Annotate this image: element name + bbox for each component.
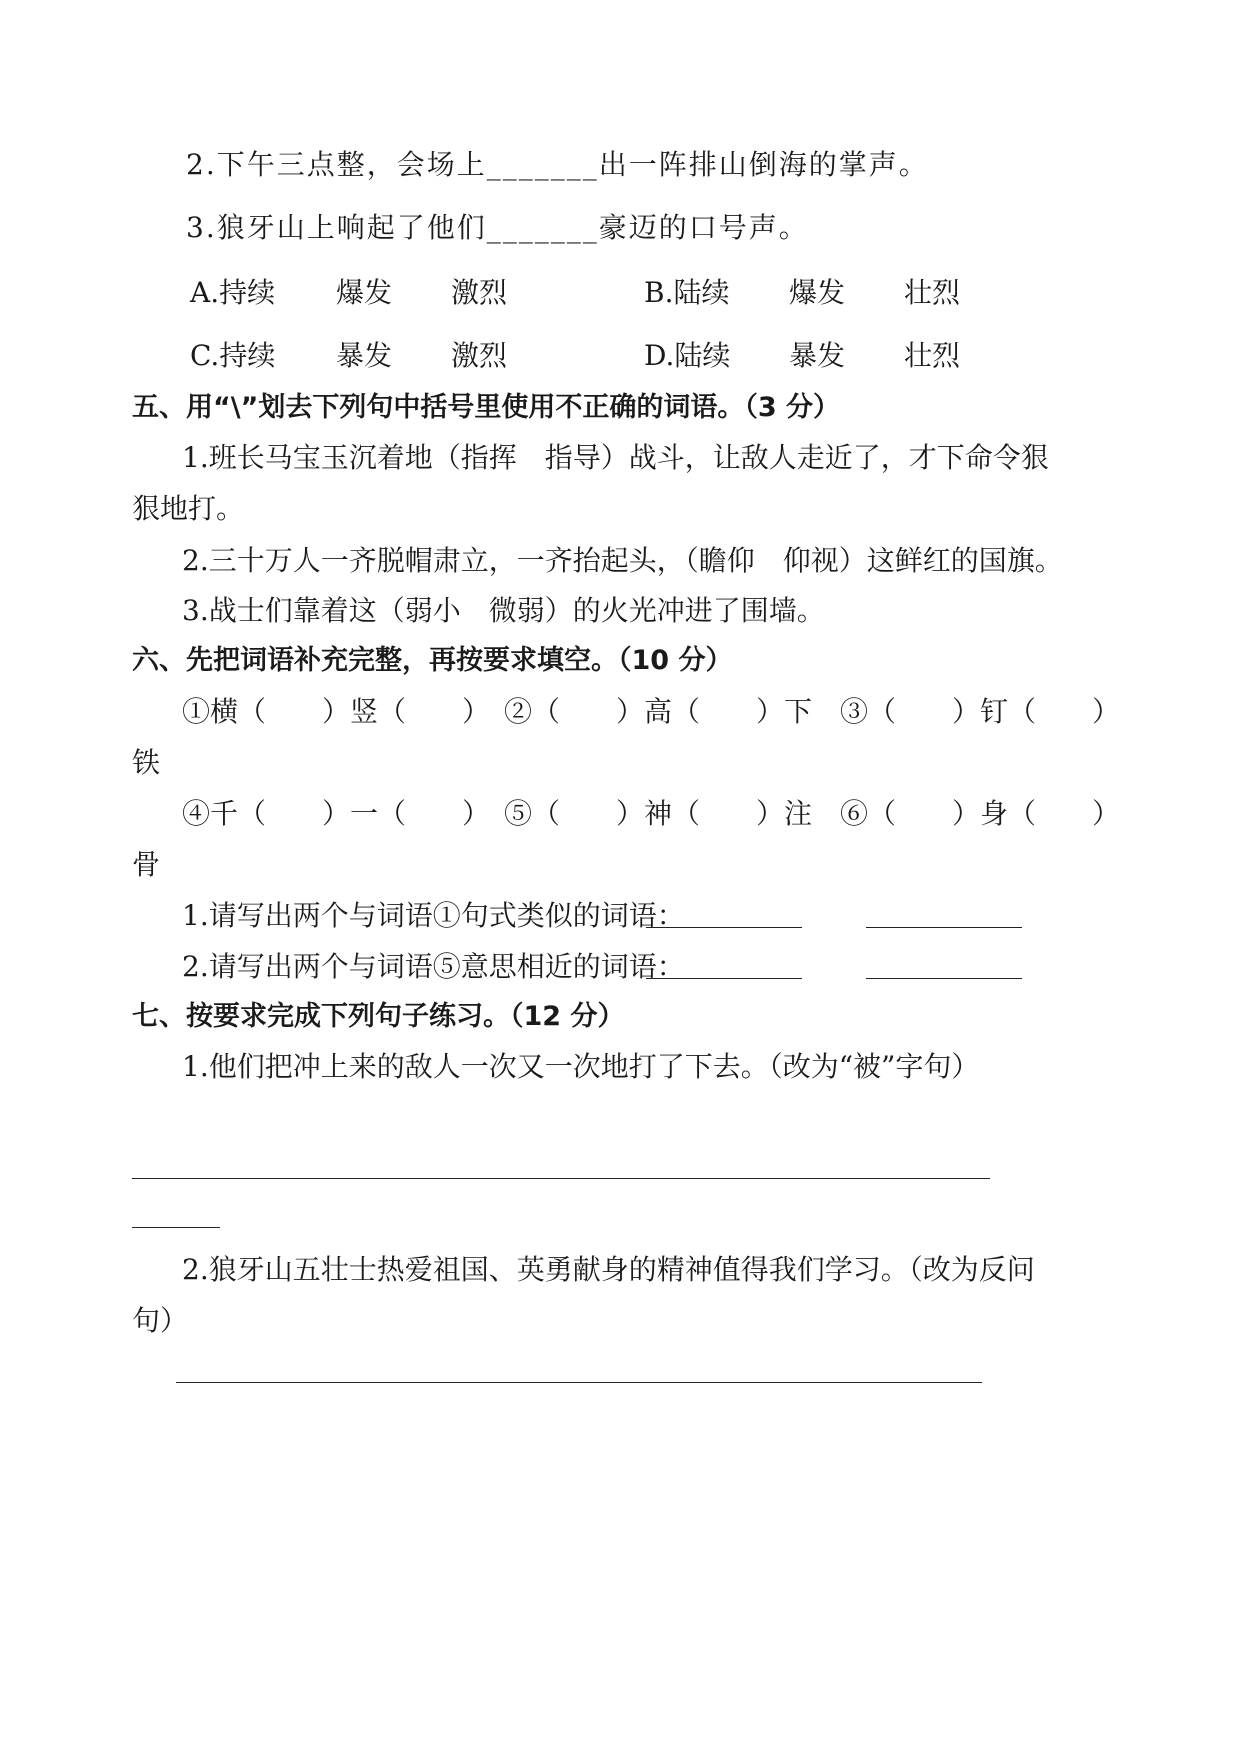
question-5-2: 2.三十万人一齐脱帽肃立，一齐抬起头，（瞻仰 仰视）这鲜红的国旗。 bbox=[182, 544, 1063, 577]
question-5-1: 1.班长马宝玉沉着地（指挥 指导）战斗，让敌人走近了，才下命令狠 bbox=[182, 441, 1049, 474]
question-6-1: 1.请写出两个与词语①句式类似的词语： bbox=[182, 899, 685, 932]
option-d-word3: 壮烈 bbox=[904, 339, 961, 372]
idiom-row-1: ①横（ ）竖（ ） ②（ ）高（ ）下 ③（ ）钉（ ） bbox=[182, 695, 1121, 728]
answer-line-6-2b[interactable] bbox=[866, 978, 1022, 979]
question-5-3: 3.战士们靠着这（弱小 微弱）的火光冲进了围墙。 bbox=[182, 594, 825, 627]
option-d-letter: D.陆续 bbox=[644, 339, 731, 372]
section-5-title: 五、用“\”划去下列句中括号里使用不正确的词语。（3 分） bbox=[132, 392, 841, 423]
question-7-2: 2.狼牙山五壮士热爱祖国、英勇献身的精神值得我们学习。（改为反问 bbox=[182, 1253, 1035, 1286]
answer-line-7-1a[interactable] bbox=[132, 1178, 990, 1179]
option-d-word2: 暴发 bbox=[789, 339, 846, 372]
idiom-row-2-tail: 骨 bbox=[132, 848, 161, 881]
section-7-title: 七、按要求完成下列句子练习。（12 分） bbox=[132, 1001, 625, 1032]
question-5-1-continued: 狠地打。 bbox=[132, 492, 245, 525]
idiom-row-1-tail: 铁 bbox=[132, 746, 161, 779]
option-c-word2: 暴发 bbox=[336, 339, 393, 372]
answer-line-6-1b[interactable] bbox=[866, 927, 1022, 928]
section-6-title: 六、先把词语补充完整，再按要求填空。（10 分） bbox=[132, 645, 733, 676]
option-b-word2: 爆发 bbox=[789, 276, 846, 309]
question-7-1: 1.他们把冲上来的敌人一次又一次地打了下去。（改为“被”字句） bbox=[182, 1050, 980, 1083]
answer-line-7-1b[interactable] bbox=[132, 1227, 220, 1228]
option-a-letter: A.持续 bbox=[190, 276, 276, 309]
question-4-3: 3.狼牙山上响起了他们_______豪迈的口号声。 bbox=[186, 211, 809, 244]
option-a-word2: 爆发 bbox=[336, 276, 393, 309]
option-b-letter: B.陆续 bbox=[644, 276, 730, 309]
answer-line-7-2[interactable] bbox=[176, 1382, 982, 1383]
option-c-word3: 激烈 bbox=[451, 339, 508, 372]
answer-line-6-2a[interactable] bbox=[646, 978, 802, 979]
question-6-2: 2.请写出两个与词语⑤意思相近的词语： bbox=[182, 950, 685, 983]
question-7-2-continued: 句） bbox=[132, 1304, 189, 1337]
answer-line-6-1a[interactable] bbox=[646, 927, 802, 928]
question-4-2: 2.下午三点整，会场上_______出一阵排山倒海的掌声。 bbox=[186, 148, 929, 181]
option-b-word3: 壮烈 bbox=[904, 276, 961, 309]
idiom-row-2: ④千（ ）一（ ） ⑤（ ）神（ ）注 ⑥（ ）身（ ） bbox=[182, 797, 1121, 830]
option-c-letter: C.持续 bbox=[190, 339, 276, 372]
option-a-word3: 激烈 bbox=[451, 276, 508, 309]
